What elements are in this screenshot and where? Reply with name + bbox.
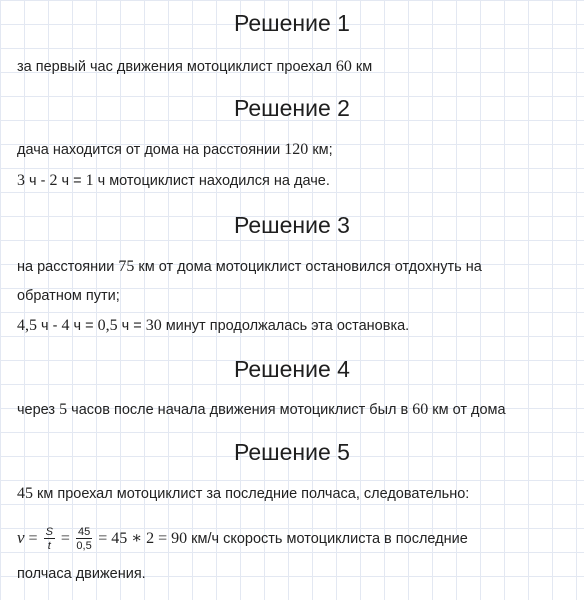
solution-5-formula-line: v = $\frac{S}{t}$ = $\frac{45}{0,5}$ = 45 ∗ 2 = 90 км/ч скорость мотоциклиста в последние <box>17 526 468 552</box>
solution-5-line-3: полчаса движения. <box>17 566 146 582</box>
solution-5-line-1: 45 км проехал мотоциклист за последние полчаса, следовательно: <box>17 485 470 502</box>
solution-3-line-3: 4,5 ч - 4 ч = 0,5 ч = 30 минут продолжалась эта остановка. <box>17 317 410 334</box>
solution-5-heading: Решение 5 <box>234 439 350 465</box>
solution-1-line-1: за первый час движения мотоциклист проехал 60 км <box>17 58 373 75</box>
solution-3-line-1: на расстоянии 75 км от дома мотоциклист остановился отдохнуть на <box>17 258 482 275</box>
solution-2-line-2: 3 ч - 2 ч = 1 ч мотоциклист находился на даче. <box>17 172 330 189</box>
solution-4-line-1: через 5 часов после начала движения мотоциклист был в 60 км от дома <box>17 401 506 418</box>
solution-1-heading: Решение 1 <box>234 10 350 36</box>
fraction-s-over-t: $\frac{S}{t}$ <box>45 526 53 552</box>
solution-4-heading: Решение 4 <box>234 356 350 382</box>
solution-2-heading: Решение 2 <box>234 95 350 121</box>
solution-2-line-1: дача находится от дома на расстоянии 120 км; <box>17 141 333 158</box>
fraction-45-over-0-5: $\frac{45}{0,5}$ <box>76 526 92 552</box>
solution-3-line-2: обратном пути; <box>17 288 120 304</box>
solution-3-heading: Решение 3 <box>234 212 350 238</box>
velocity-symbol: v <box>17 527 25 547</box>
